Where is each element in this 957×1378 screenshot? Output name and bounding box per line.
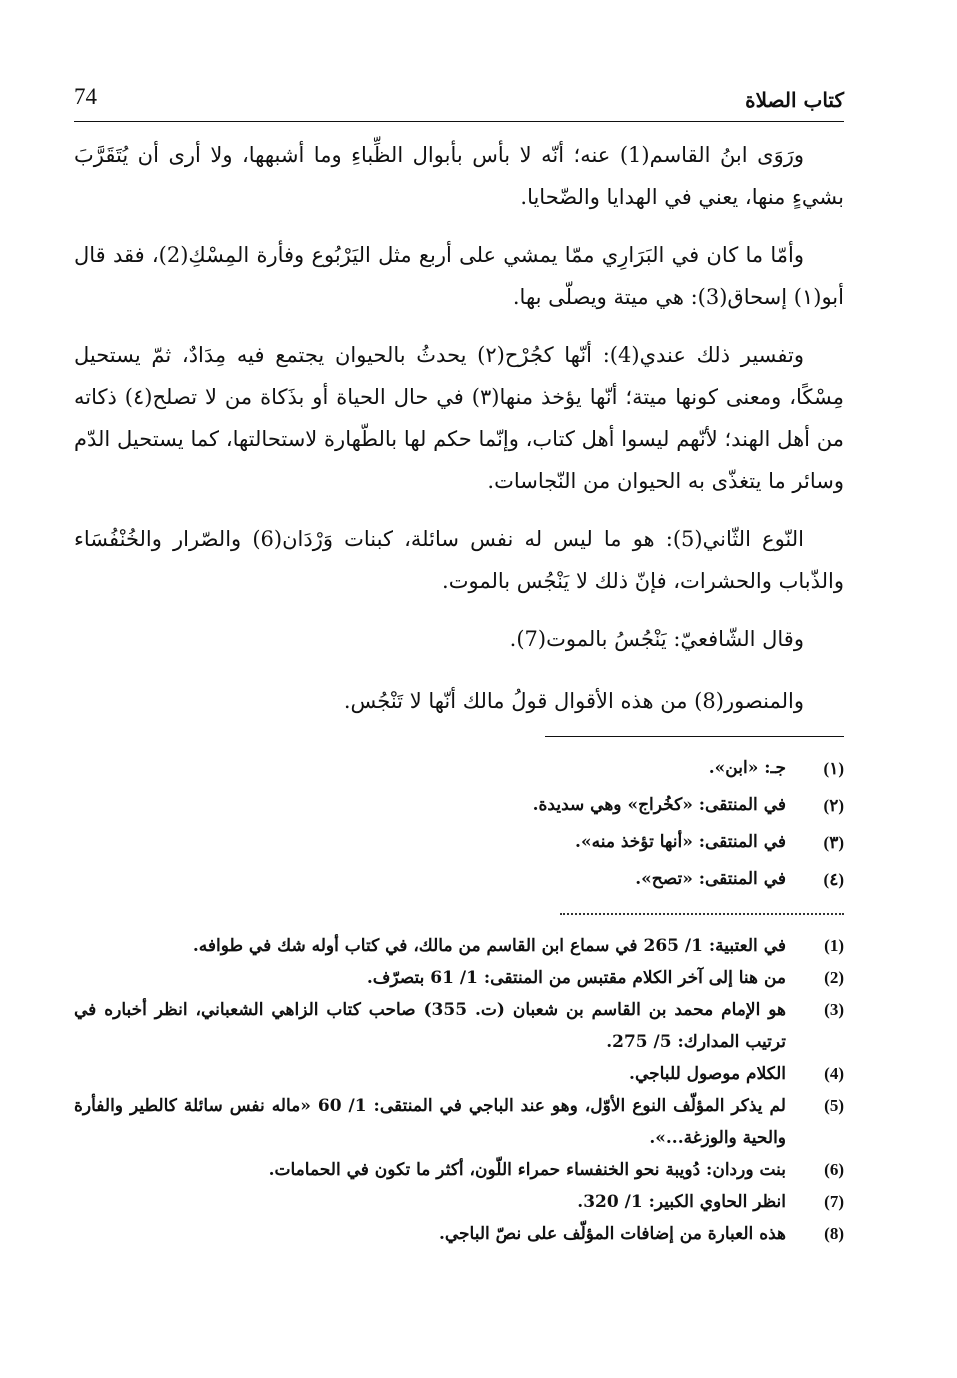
footnote bbox=[74, 750, 844, 787]
footnote-text: في المنتقى: «تصح». bbox=[635, 869, 786, 889]
variant-footnotes bbox=[74, 750, 844, 898]
footnote-text: في المنتقى: «أنها تؤخذ منه». bbox=[575, 832, 786, 852]
paragraph: ورَوَى ابنُ القاسم(1) عنه؛ أنّه لا بأس بأبوال الظِّباءِ وما أشبهها، ولا أرى أن يُتَقَرَّبَ بشيءٍ منها، يعني في الهدايا والضّحايا. bbox=[74, 143, 844, 209]
page-number: 74 bbox=[74, 84, 97, 109]
footnote bbox=[74, 1090, 844, 1154]
footnote bbox=[74, 1218, 844, 1250]
footnote bbox=[74, 861, 844, 898]
main-text bbox=[74, 134, 844, 742]
footnote-separator bbox=[545, 736, 844, 737]
footnote-text: في المنتقى: «كخُراج» وهي سديدة. bbox=[532, 795, 786, 815]
footnote-text: من هنا إلى آخر الكلام مقتبس من المنتقى: 1/ 61 بتصرّف. bbox=[366, 968, 786, 988]
footnote bbox=[74, 1186, 844, 1218]
footnote-number: (٤) bbox=[823, 870, 844, 889]
footnote-text: في العتبية: 1/ 265 في سماع ابن القاسم من مالك، في كتاب أوله شك في طوافه. bbox=[192, 936, 786, 956]
footnote-text: هذه العبارة من إضافات المؤلّف على نصّ الباجي. bbox=[438, 1224, 786, 1244]
footnote-text: بنت وردان: دُويبة نحو الخنفساء حمراء اللّون، أكثر ما تكون في الحمامات. bbox=[268, 1160, 786, 1180]
footnote-text: جـ: «ابن». bbox=[708, 758, 786, 778]
footnote-number: (3) bbox=[824, 1000, 844, 1019]
footnote-text: هو الإمام محمد بن القاسم بن شعبان (ت. 355) صاحب كتاب الزاهي الشعباني، انظر أخباره في ترتيب المدارك: 5/ 275. bbox=[74, 1000, 786, 1052]
paragraph: النّوع الثّاني(5): هو ما ليس له نفس سائلة، كبنات وَرْدَان(6) والصّرار والخُنْفُسَاء والذّباب والحشرات، فإنّ ذلك لا يَنْجُس بالموت. bbox=[74, 527, 844, 593]
footnote-number: (٢) bbox=[823, 796, 844, 815]
chapter-title: كتاب الصلاة bbox=[745, 88, 844, 112]
footnote-number: (٣) bbox=[823, 833, 844, 852]
source-footnotes bbox=[74, 930, 844, 1250]
paragraph: وقال الشّافعيّ: يَنْجُسُ بالموت(7). bbox=[509, 627, 804, 651]
footnote bbox=[74, 787, 844, 824]
footnote-number: (2) bbox=[824, 968, 844, 987]
footnote-text: الكلام موصول للباجي. bbox=[629, 1064, 786, 1084]
footnote bbox=[74, 824, 844, 861]
footnote-number: (١) bbox=[823, 759, 844, 778]
footnote bbox=[74, 994, 844, 1058]
header-rule bbox=[74, 121, 844, 122]
footnote-number: (8) bbox=[824, 1224, 844, 1243]
footnote bbox=[74, 962, 844, 994]
footnote-text: انظر الحاوي الكبير: 1/ 320. bbox=[577, 1192, 786, 1212]
running-header bbox=[74, 82, 844, 122]
dotted-separator bbox=[560, 913, 844, 915]
footnote bbox=[74, 930, 844, 962]
paragraph: والمنصور(8) من هذه الأقوال قولُ مالك أنّها لا تَنْجُس. bbox=[343, 689, 804, 713]
footnote-number: (1) bbox=[824, 936, 844, 955]
footnote-number: (6) bbox=[824, 1160, 844, 1179]
footnote-number: (5) bbox=[824, 1096, 844, 1115]
footnote-number: (4) bbox=[824, 1064, 844, 1083]
paragraph: وتفسير ذلك عندي(4): أنّها كجُرْح(٢) يحدثُ بالحيوان يجتمع فيه مِدَادٌ، ثمّ يستحيل مِسْكًا، ومعنى كونها ميتة؛ أنّها يؤخذ منها(٣) في حال الحياة أو بذَكاة من لا تصلح(٤) ذكاته من أهل الهند؛ لأنّهم ليسوا أهل كتاب، وإنّما حكم لها بالطّهارة لاستحالتها، كما يستحيل الدّم وسائر ما يتغذّى به الحيوان من النّجاسات. bbox=[74, 343, 844, 493]
footnote-number: (7) bbox=[824, 1192, 844, 1211]
footnote-text: لم يذكر المؤلّف النوع الأوّل، وهو عند الباجي في المنتقى: 1/ 60 «ماله نفس سائلة كالطير والفأرة والحية والوزغة...». bbox=[74, 1096, 786, 1148]
paragraph: وأمّا ما كان في البَرَارِي ممّا يمشي على أربع مثل اليَرْبُوع وفأرة المِسْكِ(2)، فقد قال أبو(١) إسحاق(3): هي ميتة ويصلّى بها. bbox=[74, 243, 844, 309]
footnote bbox=[74, 1154, 844, 1186]
footnote bbox=[74, 1058, 844, 1090]
